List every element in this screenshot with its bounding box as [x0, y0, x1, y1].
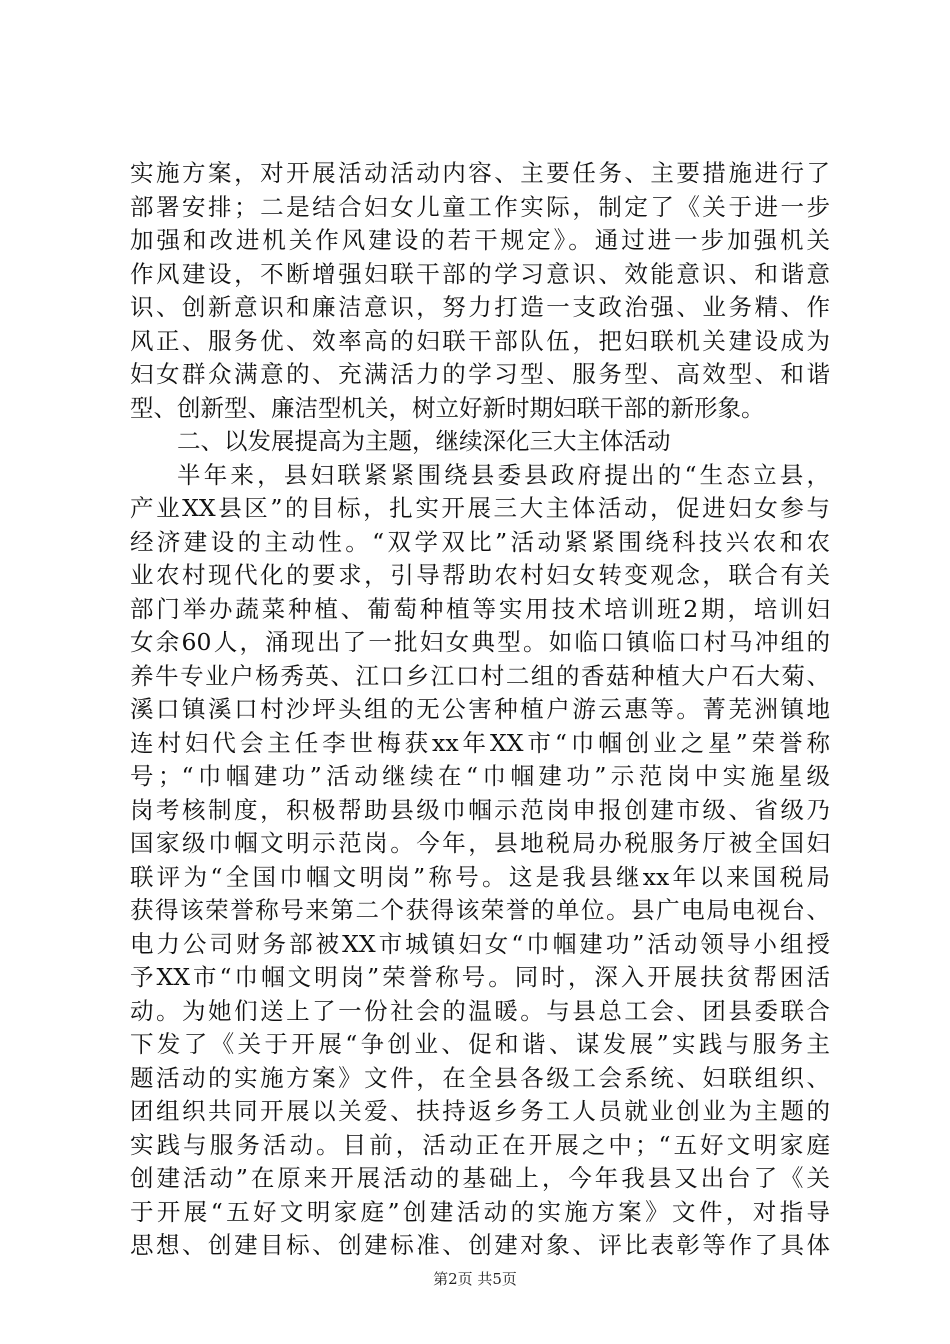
text-line: 团组织共同开展以关爱、扶持返乡务工人员就业创业为主题的 — [130, 1097, 830, 1125]
text-line: 经济建设的主动性。“双学双比”活动紧紧围绕科技兴农和农 — [130, 527, 830, 556]
text-line: 予XX市“巾帼文明岗”荣誉称号。同时，深入开展扶贫帮困活 — [130, 963, 830, 991]
body-text — [130, 157, 830, 1263]
text-line: 识、创新意识和廉洁意识，努力打造一支政治强、业务精、作 — [130, 293, 830, 321]
text-line: 下发了《关于开展“争创业、促和谐、谋发展”实践与服务主 — [130, 1030, 830, 1058]
text-line: 动。为她们送上了一份社会的温暖。与县总工会、团县委联合 — [130, 996, 830, 1025]
text-line: 连村妇代会主任李世梅获xx年XX市“巾帼创业之星”荣誉称 — [130, 728, 830, 757]
text-line: 题活动的实施方案》文件，在全县各级工会系统、妇联组织、 — [130, 1063, 830, 1092]
text-line: 作风建设，不断增强妇联干部的学习意识、效能意识、和谐意 — [130, 259, 830, 288]
text-line: 实践与服务活动。目前，活动正在开展之中；“五好文明家庭 — [130, 1130, 830, 1159]
text-line: 型、创新型、廉洁型机关，树立好新时期妇联干部的新形象。 — [130, 393, 765, 422]
text-line: 产业XX县区”的目标，扎实开展三大主体活动，促进妇女参与 — [130, 494, 830, 522]
text-line: 岗考核制度，积极帮助县级巾帼示范岗申报创建市级、省级乃 — [130, 795, 830, 824]
page-number: 第2页 共5页 — [433, 1270, 517, 1288]
text-line: 风正、服务优、效率高的妇联干部队伍，把妇联机关建设成为 — [130, 326, 830, 355]
text-line: 联评为“全国巾帼文明岗”称号。这是我县继xx年以来国税局 — [130, 862, 830, 891]
text-line: 于开展“五好文明家庭”创建活动的实施方案》文件，对指导 — [130, 1197, 830, 1226]
text-line: 号；“巾帼建功”活动继续在“巾帼建功”示范岗中实施星级 — [130, 762, 830, 790]
text-line: 实施方案，对开展活动活动内容、主要任务、主要措施进行了 — [130, 159, 830, 187]
text-line: 女余60人，涌现出了一批妇女典型。如临口镇临口村马冲组的 — [130, 628, 830, 656]
text-line: 部门举办蔬菜种植、葡萄种植等实用技术培训班2期，培训妇 — [130, 594, 830, 623]
text-line: 养牛专业户杨秀英、江口乡江口村二组的香菇种植大户石大菊、 — [130, 661, 830, 690]
text-line: 创建活动”在原来开展活动的基础上，今年我县又出台了《关 — [130, 1164, 830, 1192]
section-heading: 二、以发展提高为主题，继续深化三大主体活动 — [177, 427, 671, 455]
text-line: 加强和改进机关作风建设的若干规定》。通过进一步加强机关 — [130, 226, 830, 254]
text-line: 电力公司财务部被XX市城镇妇女“巾帼建功”活动领导小组授 — [130, 929, 830, 958]
text-line: 国家级巾帼文明示范岗。今年，县地税局办税服务厅被全国妇 — [130, 829, 830, 857]
text-line: 业农村现代化的要求，引导帮助农村妇女转变观念，联合有关 — [130, 561, 830, 589]
text-line: 部署安排；二是结合妇女儿童工作实际，制定了《关于进一步 — [130, 192, 830, 221]
text-line: 妇女群众满意的、充满活力的学习型、服务型、高效型、和谐 — [130, 360, 830, 388]
paragraph-start: 半年来，县妇联紧紧围绕县委县政府提出的“生态立县， — [177, 460, 830, 489]
text-line: 溪口镇溪口村沙坪头组的无公害种植户游云惠等。菁芜洲镇地 — [130, 695, 830, 723]
text-line: 获得该荣誉称号来第二个获得该荣誉的单位。县广电局电视台、 — [130, 896, 830, 924]
text-line: 思想、创建目标、创建标准、创建对象、评比表彰等作了具体 — [130, 1231, 830, 1259]
